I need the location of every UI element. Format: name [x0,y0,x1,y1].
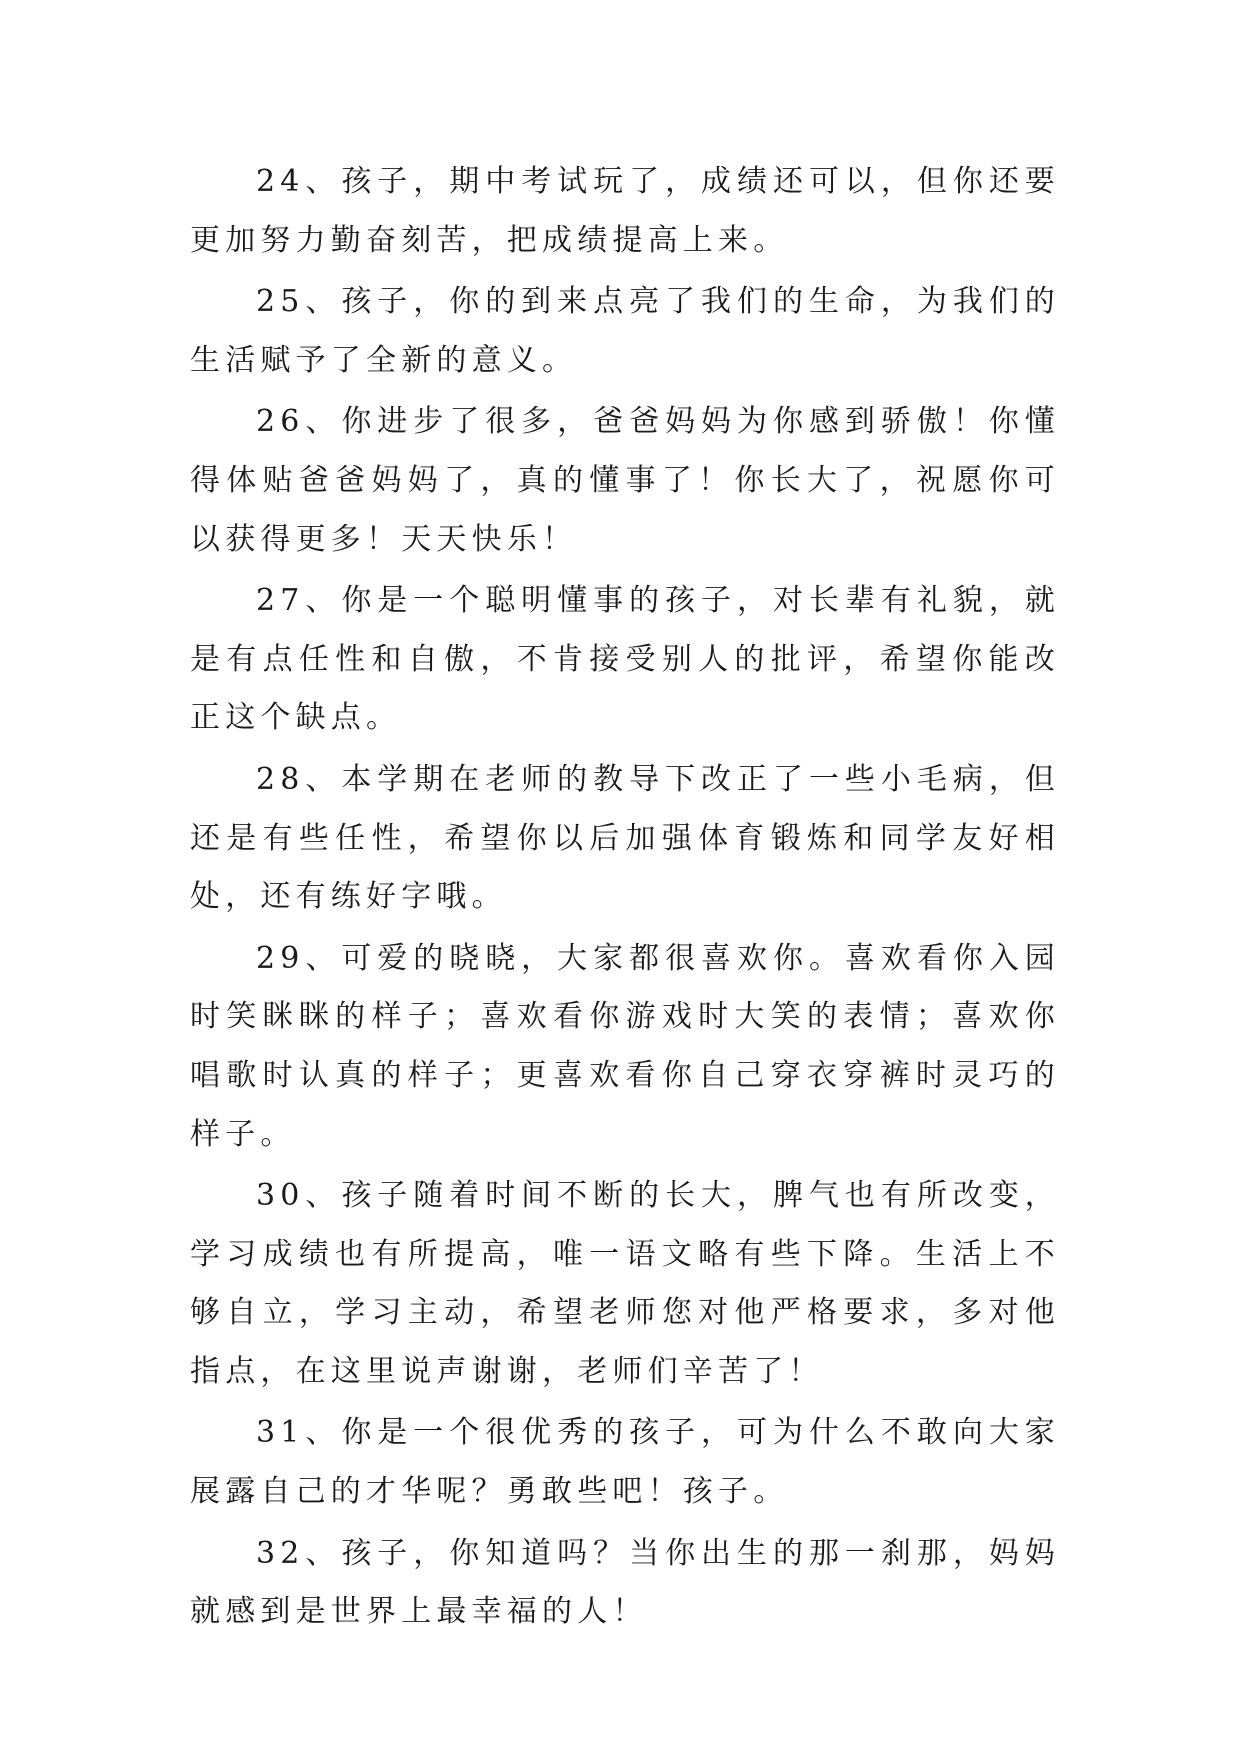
paragraph-32: 32、孩子，你知道吗？当你出生的那一刹那，妈妈就感到是世界上最幸福的人！ [190,1535,1060,1630]
paragraph-26: 26、你进步了很多，爸爸妈妈为你感到骄傲！你懂得体贴爸爸妈妈了，真的懂事了！你长大了，祝愿你可以获得更多！天天快乐！ [190,404,1060,557]
paragraph-24: 24、孩子，期中考试玩了，成绩还可以，但你还要更加努力勤奋刻苦，把成绩提高上来。 [190,164,1060,258]
paragraph-29: 29、可爱的晓晓，大家都很喜欢你。喜欢看你入园时笑眯眯的样子；喜欢看你游戏时大笑的表情；喜欢你唱歌时认真的样子；更喜欢看你自己穿衣穿裤时灵巧的样子。 [190,940,1060,1152]
document-body [190,153,1060,1645]
paragraph-27: 27、你是一个聪明懂事的孩子，对长辈有礼貌，就是有点任性和自傲，不肯接受别人的批评，希望你能改正这个缺点。 [190,583,1060,736]
paragraph-30: 30、孩子随着时间不断的长大，脾气也有所改变，学习成绩也有所提高，唯一语文略有些下降。生活上不够自立，学习主动，希望老师您对他严格要求，多对他指点，在这里说声谢谢，老师们辛苦了！ [190,1178,1060,1389]
paragraph-25: 25、孩子，你的到来点亮了我们的生命，为我们的生活赋予了全新的意义。 [190,284,1060,378]
paragraph-31: 31、你是一个很优秀的孩子，可为什么不敢向大家展露自己的才华呢？勇敢些吧！孩子。 [190,1415,1060,1510]
paragraph-28: 28、本学期在老师的教导下改正了一些小毛病，但还是有些任性，希望你以后加强体育锻炼和同学友好相处，还有练好字哦。 [190,761,1060,915]
